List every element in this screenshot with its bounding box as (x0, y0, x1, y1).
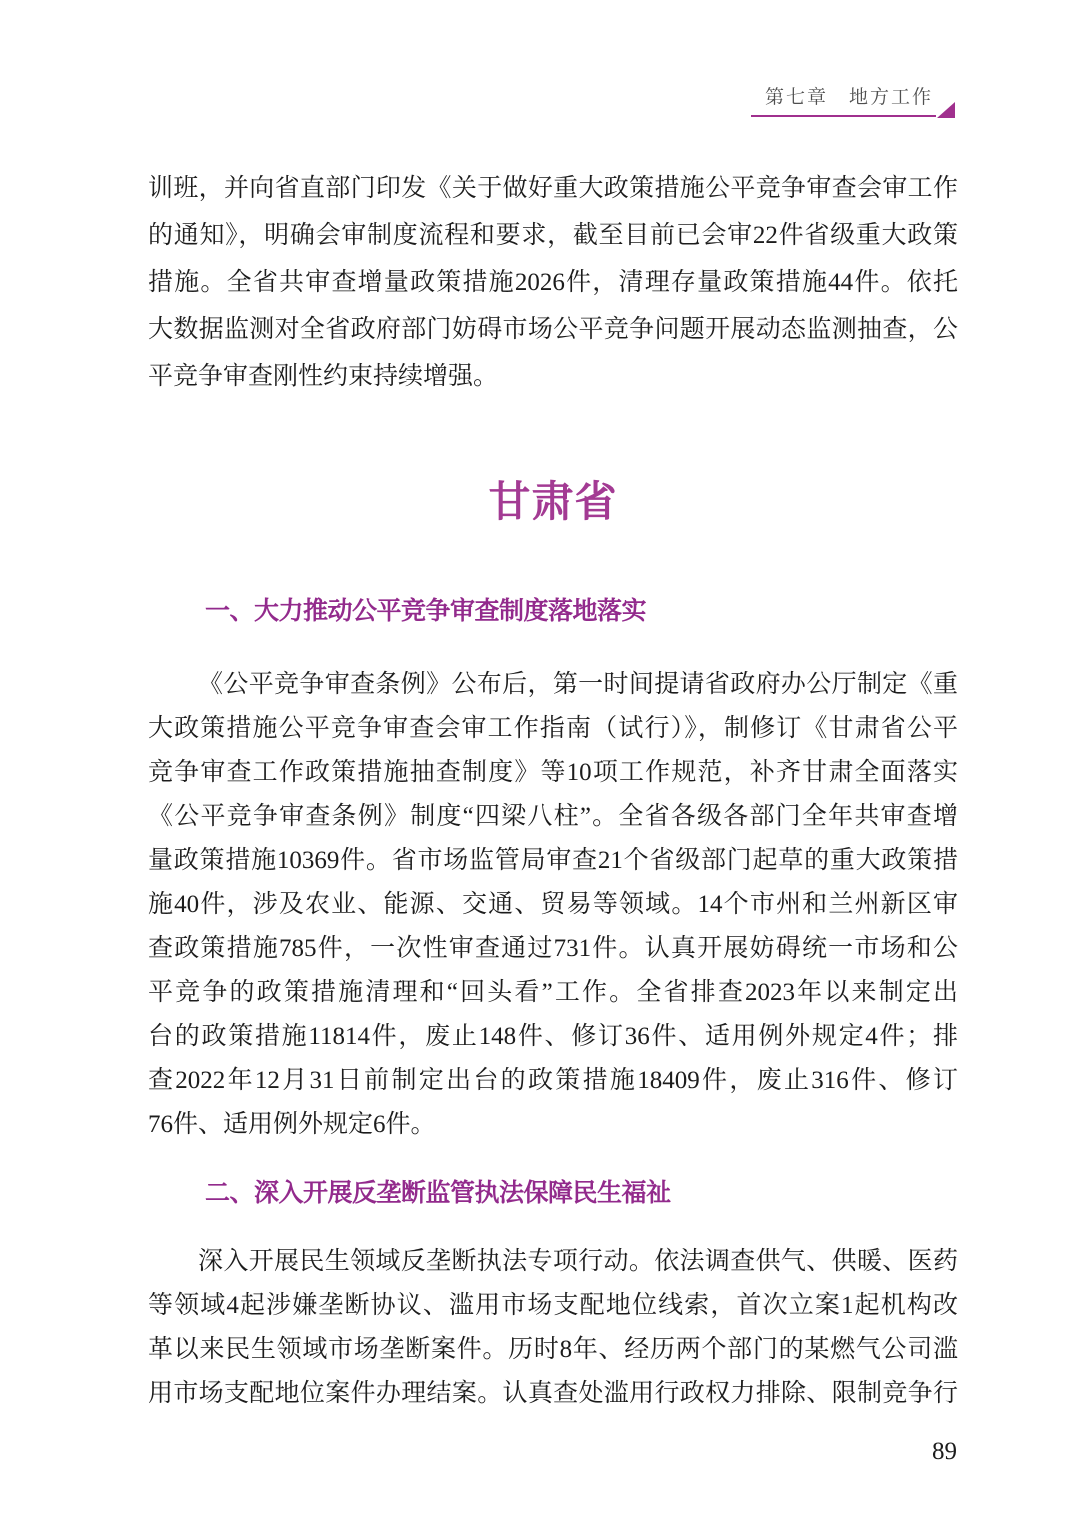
page-content (148, 0, 958, 1525)
text-line: 量政策措施10369件。省市场监管局审查21个省级部门起草的重大政策措 (148, 847, 958, 874)
text-line: 训班，并向省直部门印发《关于做好重大政策措施公平竞争审查会审工作 (148, 175, 958, 202)
text-line: 用市场支配地位案件办理结案。认真查处滥用行政权力排除、限制竞争行 (148, 1380, 958, 1407)
text-line: 查政策措施785件，一次性审查通过731件。认真开展妨碍统一市场和公 (148, 935, 958, 962)
intro-paragraph (148, 165, 958, 400)
text-line: 的通知》，明确会审制度流程和要求，截至目前已会审22件省级重大政策 (148, 222, 958, 249)
text-line: 《公平竞争审查条例》公布后，第一时间提请省政府办公厅制定《重 (198, 671, 958, 698)
section-2-paragraph (148, 1240, 958, 1416)
text-line: 《公平竞争审查条例》制度“四梁八柱”。全省各级各部门全年共审查增 (148, 803, 958, 830)
page-number: 89 (932, 1438, 957, 1465)
text-line: 查2022年12月31日前制定出台的政策措施18409件，废止316件、修订 (148, 1067, 958, 1094)
text-line: 平竞争审查刚性约束持续增强。 (148, 363, 499, 390)
text-line: 76件、适用例外规定6件。 (148, 1111, 436, 1138)
text-line: 台的政策措施11814件，废止148件、修订36件、适用例外规定4件；排 (148, 1023, 958, 1050)
section-1-paragraph (148, 663, 958, 1147)
text-line: 施40件，涉及农业、能源、交通、贸易等领域。14个市州和兰州新区审 (148, 891, 958, 918)
text-line: 革以来民生领域市场垄断案件。历时8年、经历两个部门的某燃气公司滥 (148, 1336, 958, 1363)
text-line: 大政策措施公平竞争审查会审工作指南（试行）》，制修订《甘肃省公平 (148, 715, 958, 742)
text-line: 深入开展民生领域反垄断执法专项行动。依法调查供气、供暖、医药 (198, 1248, 958, 1275)
province-title: 甘肃省 (488, 478, 618, 525)
text-line: 竞争审查工作政策措施抽查制度》等10项工作规范，补齐甘肃全面落实 (148, 759, 958, 786)
text-line: 平竞争的政策措施清理和“回头看”工作。全省排查2023年以来制定出 (148, 979, 958, 1006)
text-line: 大数据监测对全省政府部门妨碍市场公平竞争问题开展动态监测抽查，公 (148, 316, 958, 343)
chapter-title: 第七章 地方工作 (764, 87, 933, 108)
section-heading-1: 一、大力推动公平竞争审查制度落地落实 (205, 597, 647, 625)
text-line: 等领域4起涉嫌垄断协议、滥用市场支配地位线索，首次立案1起机构改 (148, 1292, 958, 1319)
text-line: 措施。全省共审查增量政策措施2026件，清理存量政策措施44件。依托 (148, 269, 958, 296)
section-heading-2: 二、深入开展反垄断监管执法保障民生福祉 (205, 1179, 671, 1207)
